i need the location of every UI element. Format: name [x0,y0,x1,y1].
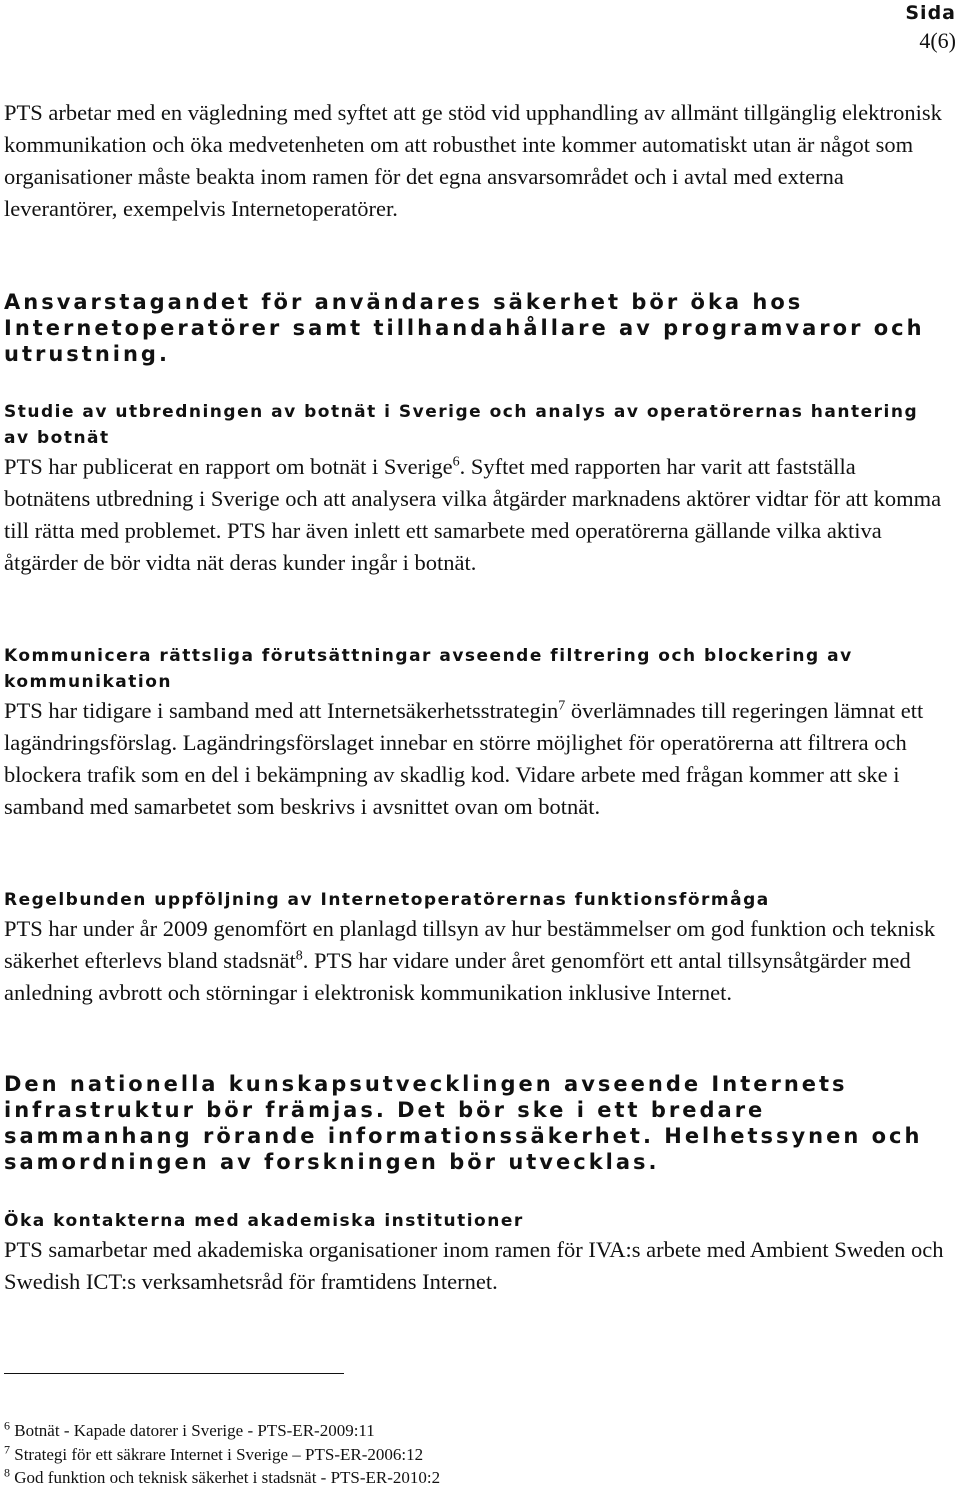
footnote-7: $^7$ Strategi för ett säkrare Internet i Sverige – PTS-ER-2006:12 [4,1442,424,1464]
heading-responsibility: Ansvarstagandet för användares säkerhet bör öka hos Internetoperatörer samt tillhandahållare av programvaror och utrustning. [4,290,925,366]
page-header [905,2,956,54]
academic-text: PTS samarbetar med akademiska organisationer inom ramen för IVA:s arbete med Ambient Sweden och Swedish ICT:s verksamhetsråd för framtidens Internet. [4,1237,944,1294]
intro-section [4,97,944,225]
footnote-6: $^6$ Botnät - Kapade datorer i Sverige - PTS-ER-2009:11 [4,1418,375,1440]
footnote-ref-7: 7 [558,698,566,714]
filtering-section [4,643,944,823]
footnote-divider [4,1373,344,1374]
footnote-ref-8: 8 [295,948,303,964]
botnet-study-title: Studie av utbredningen av botnät i Sverige och analys av operatörernas hantering av botnät [4,402,919,448]
page-label: Sida [905,2,956,24]
filtering-text: PTS har tidigare i samband med att Internetsäkerhetsstrategin$^7$ överlämnades till regeringen lämnat ett lagändringsförslag. Lagändringsförslaget innebar en större möjlighet för operatörerna att filtrera och blockera trafik som en del i bekämpning av skadlig kod. Vidare arbete med frågan kommer att ske i samband med samarbetet som beskrivs i avsnittet ovan om botnät. [4,698,924,819]
heading-knowledge: Den nationella kunskapsutvecklingen avseende Internets infrastruktur bör främjas. Det bör ske i ett bredare sammanhang rörande informationssäkerhet. Helhetssynen och samordningen av forskningen bör utvecklas. [4,1072,923,1174]
page-number: 4(6) [919,28,956,53]
followup-text: PTS har under år 2009 genomfört en planlagd tillsyn av hur bestämmelser om god funktion och teknisk säkerhet efterlevs bland stadsnät$^8$. PTS har vidare under året genomfört ett antal tillsynsåtgärder med anledning avbrott och störningar i elektronisk kommunikation inklusive Internet. [4,916,936,1005]
followup-section [4,887,944,1009]
academic-title: Öka kontakterna med akademiska institutioner [4,1211,524,1231]
followup-title: Regelbunden uppföljning av Internetoperatörernas funktionsförmåga [4,890,770,910]
heading-responsibility-section [4,289,944,367]
filtering-title: Kommunicera rättsliga förutsättningar avseende filtrering och blockering av kommunikation [4,646,853,692]
botnet-study-text: PTS har publicerat en rapport om botnät i Sverige$^6$. Syftet med rapporten har varit att fastställa botnätens utbredning i Sverige och att analysera vilka åtgärder marknadens aktörer vidtar för att komma till rätta med problemet. PTS har även inlett ett samarbete med operatörerna gällande vilka aktiva åtgärder de bör vidta nät deras kunder ingår i botnät. [4,454,942,575]
heading-knowledge-section [4,1071,944,1175]
academic-section [4,1208,944,1298]
botnet-study-section [4,399,944,579]
intro-paragraph: PTS arbetar med en vägledning med syftet att ge stöd vid upphandling av allmänt tillgänglig elektronisk kommunikation och öka medvetenheten om att robusthet inte kommer automatiskt utan är något som organisationer måste beakta inom ramen för det egna ansvarsområdet och i avtal med externa leverantörer, exempelvis Internetoperatörer. [4,100,942,221]
footnote-ref-6: 6 [452,454,460,470]
footnote-8: $^8$ God funktion och teknisk säkerhet i stadsnät - PTS-ER-2010:2 [4,1465,441,1487]
